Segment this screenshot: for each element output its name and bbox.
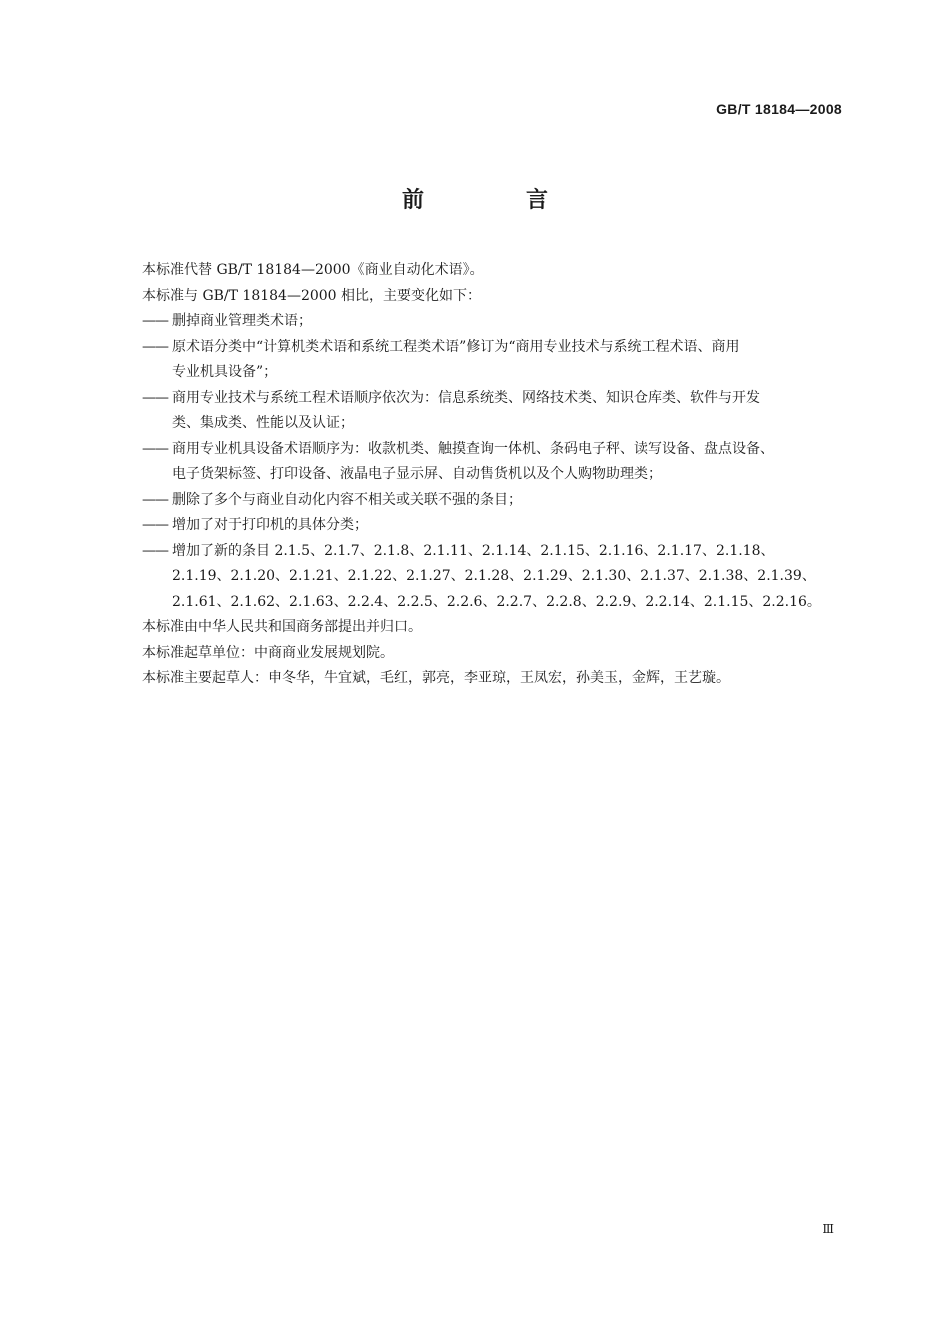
change-item-text: 删掉商业管理类术语； <box>172 313 312 329</box>
change-item-text: 2.1.19、2.1.20、2.1.21、2.1.22、2.1.27、2.1.28、2.1.29、2.1.30、2.1.37、2.1.38、2.1.39、 <box>172 568 816 584</box>
dash-marker: —— <box>142 517 168 533</box>
change-item-text: 删除了多个与商业自动化内容不相关或关联不强的条目； <box>172 491 522 508</box>
change-item <box>142 539 850 616</box>
change-item-text: 电子货架标签、打印设备、液晶电子显示屏、自动售货机以及个人购物助理类； <box>172 466 662 482</box>
dash-marker: —— <box>142 491 168 508</box>
paragraph-drafting-unit: 本标准起草单位：中商商业发展规划院。 <box>142 644 394 661</box>
change-item-text: 原术语分类中“计算机类术语和系统工程类术语”修订为“商用专业技术与系统工程术语、商用 <box>172 338 740 355</box>
change-item-text: 商用专业技术与系统工程术语顺序依次为：信息系统类、网络技术类、知识仓库类、软件与开发 <box>172 389 760 406</box>
change-item-text: 增加了对于打印机的具体分类； <box>172 517 368 533</box>
change-item-text: 商用专业机具设备术语顺序为：收款机类、触摸查询一体机、条码电子秤、读写设备、盘点设备、 <box>172 440 774 457</box>
dash-marker: —— <box>142 542 168 559</box>
change-item-text: 2.1.61、2.1.62、2.1.63、2.2.4、2.2.5、2.2.6、2.2.7、2.2.8、2.2.9、2.2.14、2.1.15、2.2.16。 <box>172 593 821 610</box>
document-body <box>142 258 850 692</box>
dash-marker: —— <box>142 338 168 355</box>
change-item <box>142 513 850 539</box>
dash-marker: —— <box>142 389 168 406</box>
page-number: Ⅲ <box>822 1222 834 1236</box>
change-item-text: 类、集成类、性能以及认证； <box>172 415 354 431</box>
dash-marker: —— <box>142 313 168 329</box>
change-item-text: 增加了新的条目 2.1.5、2.1.7、2.1.8、2.1.11、2.1.14、2.1.15、2.1.16、2.1.17、2.1.18、 <box>172 542 775 559</box>
paragraph-drafters: 本标准主要起草人：申冬华，牛宜斌，毛红，郭亮，李亚琼，王凤宏，孙美玉，金辉，王艺璇。 <box>142 670 730 686</box>
change-item <box>142 386 850 437</box>
change-item <box>142 335 850 386</box>
change-item <box>142 437 850 488</box>
page-title: 前 言 <box>401 188 588 213</box>
paragraph-replaces: 本标准代替 GB/T 18184—2000《商业自动化术语》。 <box>142 262 484 278</box>
paragraph-changes-intro: 本标准与 GB/T 18184—2000 相比，主要变化如下： <box>142 287 482 304</box>
dash-marker: —— <box>142 440 168 457</box>
paragraph-proposer: 本标准由中华人民共和国商务部提出并归口。 <box>142 619 422 635</box>
standard-code: GB/T 18184—2008 <box>716 101 842 117</box>
change-item-text: 专业机具设备”； <box>172 364 278 380</box>
change-item <box>142 309 850 335</box>
change-item <box>142 488 850 514</box>
